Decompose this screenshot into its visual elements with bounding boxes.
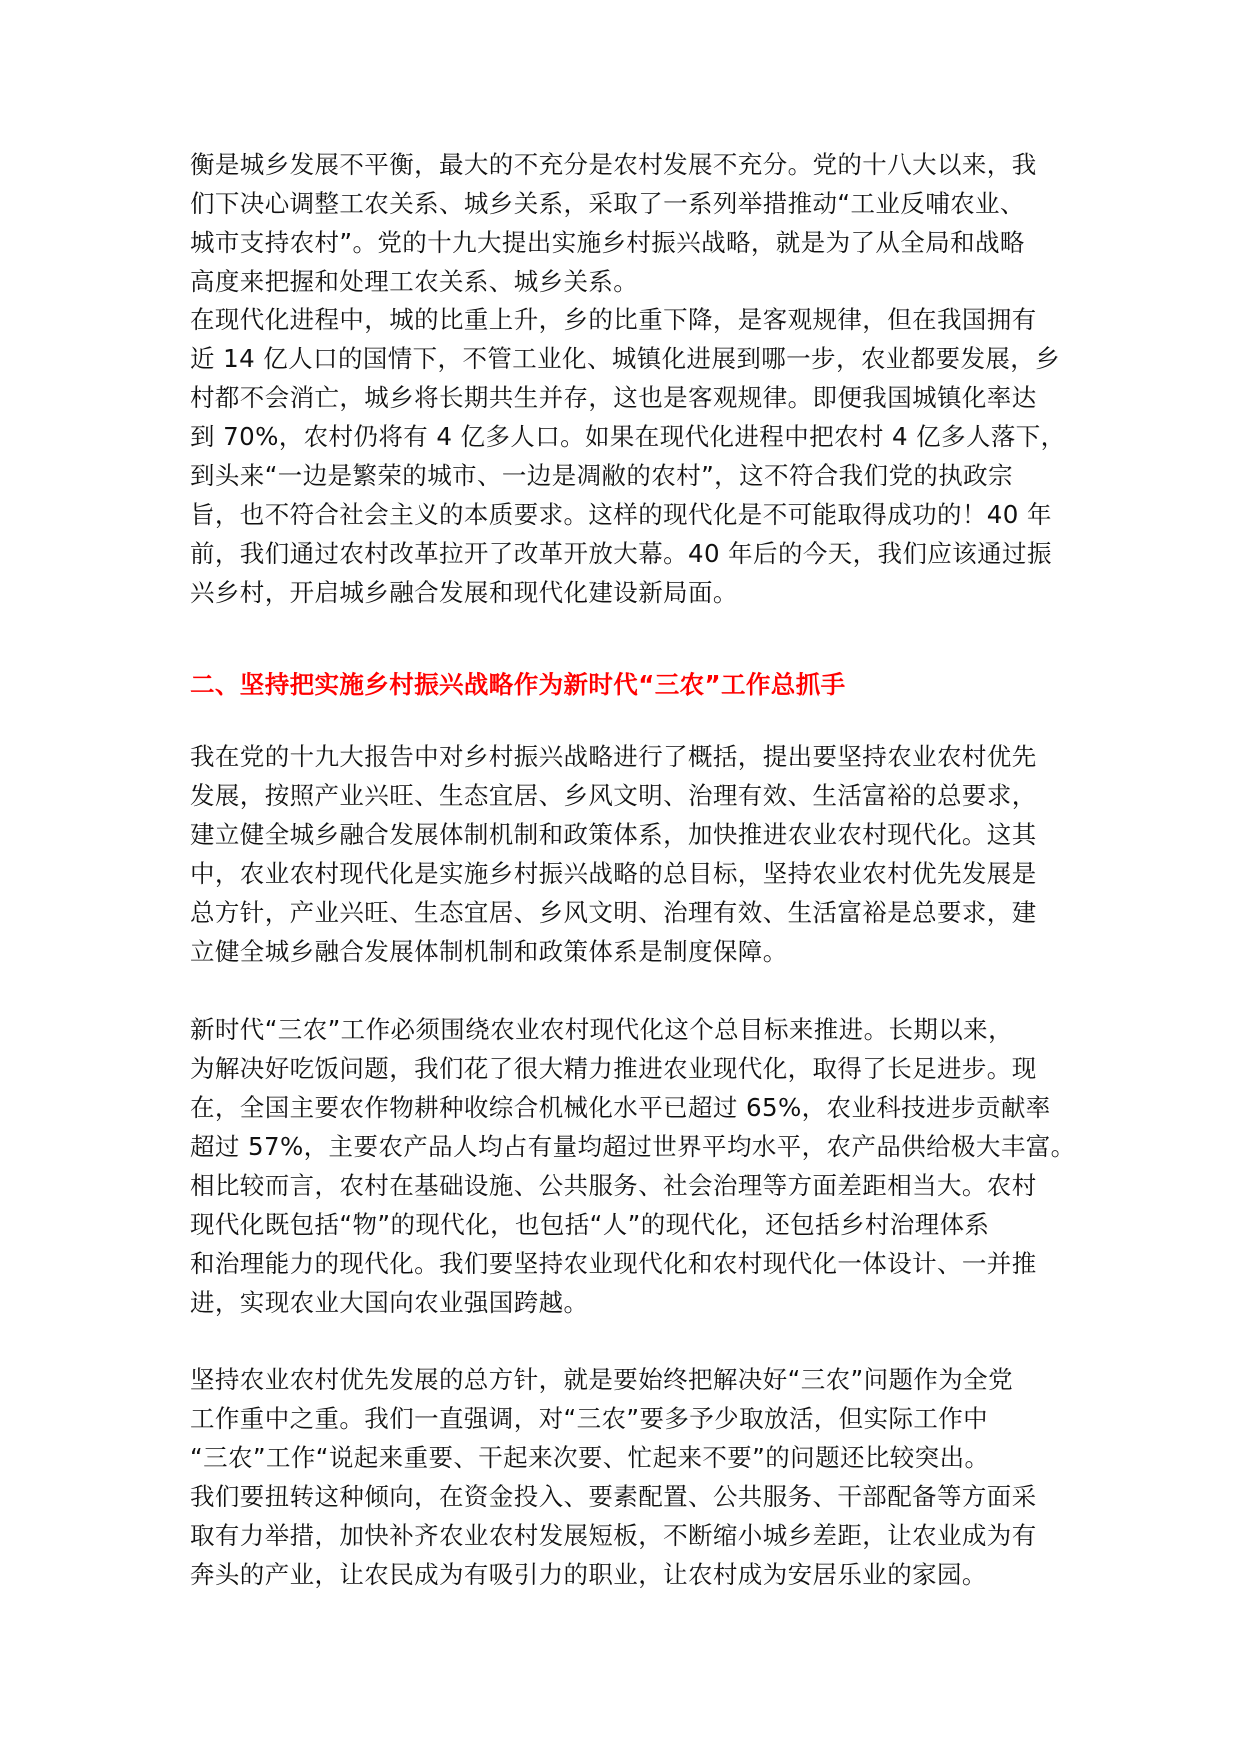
paragraph-5	[190, 1360, 1050, 1594]
text-line: 到头来“一边是繁荣的城市、一边是凋敝的农村”，这不符合我们党的执政宗	[190, 461, 1013, 490]
text-line: 取有力举措，加快补齐农业农村发展短板，不断缩小城乡差距，让农业成为有	[190, 1521, 1037, 1550]
text-line: 们下决心调整工农关系、城乡关系，采取了一系列举措推动“工业反哺农业、	[190, 189, 1025, 218]
paragraph-2	[190, 300, 1066, 612]
paragraph-3	[190, 737, 1050, 971]
text-line: 工作重中之重。我们一直强调，对“三农”要多予少取放活，但实际工作中	[190, 1404, 989, 1433]
text-line: 奔头的产业，让农民成为有吸引力的职业，让农村成为安居乐业的家园。	[190, 1560, 987, 1589]
text-line: 总方针，产业兴旺、生态宜居、乡风文明、治理有效、生活富裕是总要求，建	[190, 898, 1037, 927]
text-line: 村都不会消亡，城乡将长期共生并存，这也是客观规律。即便我国城镇化率达	[190, 383, 1037, 412]
text-line: 为解决好吃饭问题，我们花了很大精力推进农业现代化，取得了长足进步。现	[190, 1054, 1037, 1083]
text-line: 前，我们通过农村改革拉开了改革开放大幕。40 年后的今天，我们应该通过振	[190, 539, 1052, 568]
text-line: 发展，按照产业兴旺、生态宜居、乡风文明、治理有效、生活富裕的总要求，	[190, 781, 1037, 810]
section-heading: 二、坚持把实施乡村振兴战略作为新时代“三农”工作总抓手	[190, 670, 846, 699]
text-line: 立健全城乡融合发展体制机制和政策体系是制度保障。	[190, 937, 788, 966]
text-line: “三农”工作“说起来重要、干起来次要、忙起来不要”的问题还比较突出。	[190, 1443, 990, 1472]
text-line: 新时代“三农”工作必须围绕农业农村现代化这个总目标来推进。长期以来，	[190, 1015, 1013, 1044]
text-line: 城市支持农村”。党的十九大提出实施乡村振兴战略，就是为了从全局和战略	[190, 228, 1025, 257]
text-line: 到 70%，农村仍将有 4 亿多人口。如果在现代化进程中把农村 4 亿多人落下，	[190, 422, 1066, 451]
paragraph-4	[190, 1010, 1076, 1322]
text-line: 超过 57%，主要农产品人均占有量均超过世界平均水平，农产品供给极大丰富。	[190, 1132, 1076, 1161]
paragraph-1	[190, 145, 1050, 301]
text-line: 衡是城乡发展不平衡，最大的不充分是农村发展不充分。党的十八大以来，我	[190, 150, 1037, 179]
text-line: 建立健全城乡融合发展体制机制和政策体系，加快推进农业农村现代化。这其	[190, 820, 1037, 849]
text-line: 近 14 亿人口的国情下，不管工业化、城镇化进展到哪一步，农业都要发展，乡	[190, 344, 1061, 373]
text-line: 我在党的十九大报告中对乡村振兴战略进行了概括，提出要坚持农业农村优先	[190, 742, 1037, 771]
text-line: 相比较而言，农村在基础设施、公共服务、社会治理等方面差距相当大。农村	[190, 1171, 1037, 1200]
text-line: 兴乡村，开启城乡融合发展和现代化建设新局面。	[190, 578, 738, 607]
text-line: 坚持农业农村优先发展的总方针，就是要始终把解决好“三农”问题作为全党	[190, 1365, 1013, 1394]
text-line: 高度来把握和处理工农关系、城乡关系。	[190, 267, 639, 296]
text-line: 旨，也不符合社会主义的本质要求。这样的现代化是不可能取得成功的！40 年	[190, 500, 1052, 529]
text-line: 和治理能力的现代化。我们要坚持农业现代化和农村现代化一体设计、一并推	[190, 1249, 1037, 1278]
text-line: 在，全国主要农作物耕种收综合机械化水平已超过 65%，农业科技进步贡献率	[190, 1093, 1051, 1122]
text-line: 进，实现农业大国向农业强国跨越。	[190, 1288, 589, 1317]
text-line: 我们要扭转这种倾向，在资金投入、要素配置、公共服务、干部配备等方面采	[190, 1482, 1037, 1511]
text-line: 在现代化进程中，城的比重上升，乡的比重下降，是客观规律，但在我国拥有	[190, 305, 1037, 334]
text-line: 中，农业农村现代化是实施乡村振兴战略的总目标，坚持农业农村优先发展是	[190, 859, 1037, 888]
text-line: 现代化既包括“物”的现代化，也包括“人”的现代化，还包括乡村治理体系	[190, 1210, 990, 1239]
